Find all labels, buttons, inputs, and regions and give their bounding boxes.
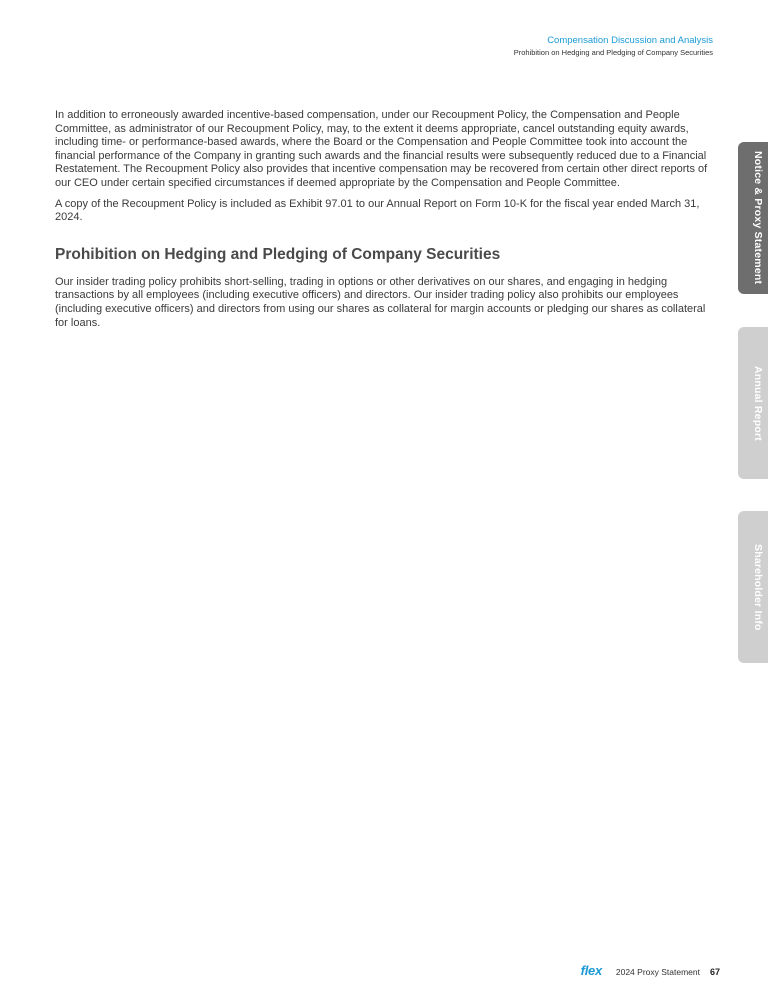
page-number: 67: [709, 967, 720, 977]
page-footer: [581, 963, 720, 978]
header-subsection-title: Prohibition on Hedging and Pledging of Company Securities: [513, 48, 713, 57]
side-tab-shareholder-info[interactable]: [738, 511, 768, 663]
side-tab-notice-proxy-statement[interactable]: [738, 142, 768, 294]
page-header: [514, 34, 713, 58]
section-heading-hedging: Prohibition on Hedging and Pledging of Company Securities: [55, 245, 501, 263]
side-tab-label: Annual Report: [752, 365, 764, 441]
side-tab-label: Shareholder Info: [752, 543, 764, 631]
paragraph-insider-trading: Our insider trading policy prohibits short-selling, trading in options or other derivatives on our shares, and engaging in hedging transactions by all employees (including executive officers) and directors. Our insider trading policy also prohibits our employees (including executive officers) and directors from using our shares as collateral for margin accounts or pledging our shares as collateral for loans.: [55, 275, 706, 329]
footer-doc-title: 2024 Proxy Statement: [615, 967, 700, 977]
paragraph-recoupment: In addition to erroneously awarded incentive-based compensation, under our Recoupment Policy, the Compensation and People Committee, as administrator of our Recoupment Policy, may, to the extent it deems appropriate, cancel outstanding equity awards, including time- or performance-based awards, where the Board or the Compensation and People Committee took into account the financial performance of the Company in granting such awards and the financial results were subsequently reduced due to a Financial Restatement. The Recoupment Policy also provides that incentive compensation may be recovered from certain other direct reports of our CEO under certain specified circumstances if deemed appropriate by the Compensation and People Committee.: [55, 109, 708, 189]
header-section-title: Compensation Discussion and Analysis: [547, 35, 713, 46]
paragraph-exhibit: A copy of the Recoupment Policy is included as Exhibit 97.01 to our Annual Report on Form 10-K for the fiscal year ended March 31, 2024.: [55, 197, 700, 224]
side-tab-label: Notice & Proxy Statement: [752, 151, 764, 285]
main-content: [55, 109, 715, 337]
flex-logo: flex: [580, 963, 602, 978]
side-tab-annual-report[interactable]: [738, 327, 768, 479]
